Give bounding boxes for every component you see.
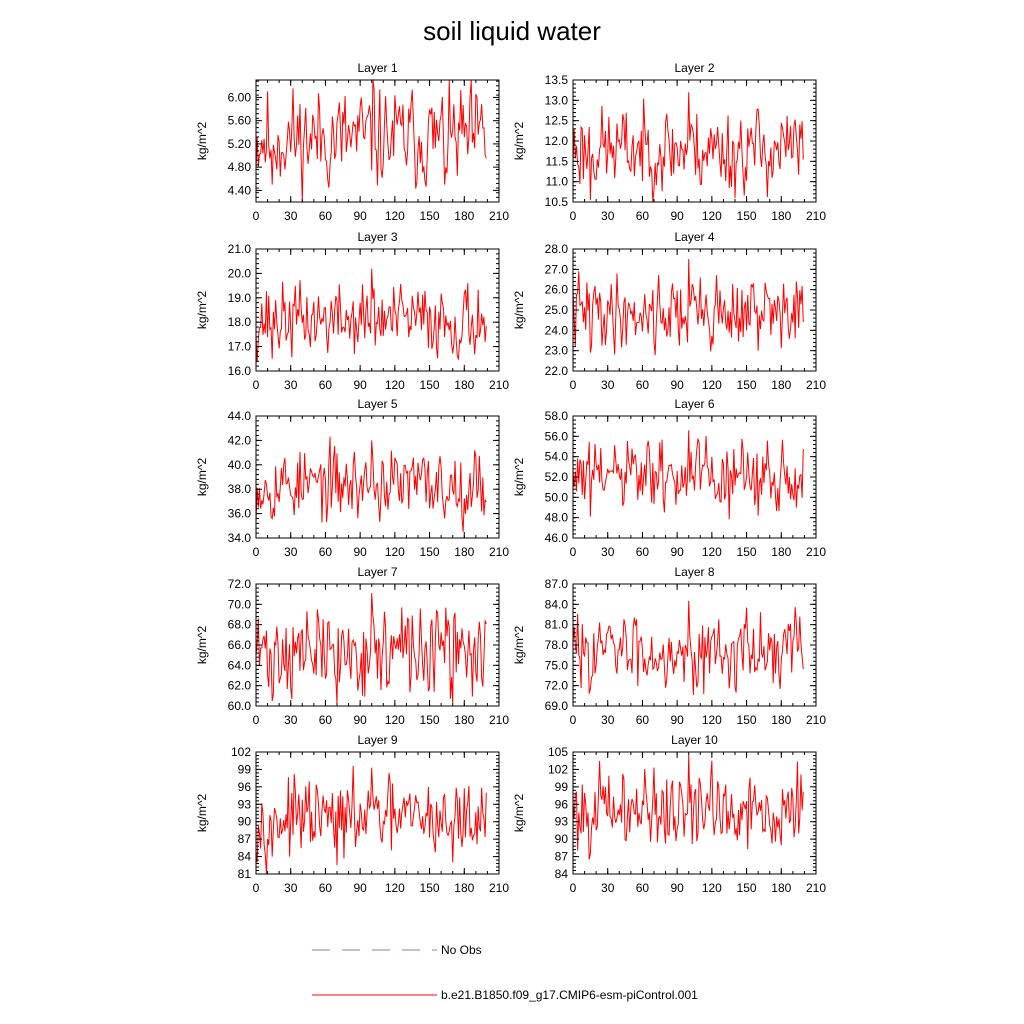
y-tick-label: 105 — [547, 745, 568, 759]
panel-layer-4 — [512, 230, 826, 392]
y-tick-label: 60.0 — [227, 699, 251, 713]
x-tick-label: 210 — [805, 209, 827, 223]
y-tick-label: 62.0 — [227, 678, 251, 693]
y-tick-label: 96 — [237, 779, 251, 794]
x-tick-label: 90 — [353, 378, 367, 392]
panel-title: Layer 7 — [357, 565, 398, 579]
y-tick-label: 66.0 — [227, 638, 251, 652]
y-tick-label: 58.0 — [544, 409, 568, 423]
x-tick-label: 60 — [635, 881, 650, 895]
y-tick-label: 84.0 — [544, 597, 568, 612]
x-tick-label: 60 — [318, 881, 333, 895]
y-tick-label: 34.0 — [227, 531, 251, 545]
x-tick-label: 150 — [419, 713, 440, 727]
y-tick-label: 99 — [554, 779, 568, 794]
x-tick-label: 120 — [384, 545, 405, 559]
y-tick-label: 50.0 — [544, 490, 568, 505]
plot-frame — [573, 416, 816, 538]
y-axis-label: kg/m^2 — [512, 793, 526, 833]
x-tick-label: 30 — [601, 713, 615, 727]
y-tick-label: 93 — [554, 814, 568, 829]
x-tick-label: 120 — [384, 713, 405, 727]
x-tick-label: 0 — [569, 881, 577, 895]
panel-title: Layer 4 — [674, 230, 715, 244]
figure-title: soil liquid water — [423, 16, 601, 46]
y-tick-label: 40.0 — [227, 457, 251, 472]
x-tick-label: 0 — [252, 545, 260, 559]
series-line — [573, 92, 803, 202]
x-tick-label: 0 — [569, 545, 577, 559]
y-axis-label: kg/m^2 — [512, 290, 526, 330]
x-tick-label: 210 — [805, 881, 827, 895]
x-tick-label: 210 — [488, 545, 510, 559]
y-tick-label: 68.0 — [227, 617, 251, 632]
x-tick-label: 120 — [384, 881, 405, 895]
y-tick-label: 36.0 — [227, 506, 251, 521]
x-tick-label: 0 — [569, 713, 577, 727]
y-axis-label: kg/m^2 — [195, 625, 209, 665]
legend — [312, 943, 698, 1002]
y-tick-label: 64.0 — [227, 658, 251, 673]
x-tick-label: 90 — [670, 713, 684, 727]
panel-layer-7 — [195, 565, 509, 727]
x-tick-label: 180 — [454, 713, 475, 727]
y-tick-label: 99 — [237, 762, 251, 777]
y-tick-label: 96 — [554, 797, 568, 812]
series-line — [256, 593, 486, 704]
x-tick-label: 210 — [805, 378, 827, 392]
legend-model-label: b.e21.B1850.f09_g17.CMIP6-esm-piControl.001 — [441, 988, 698, 1002]
y-tick-label: 25.0 — [544, 303, 568, 317]
y-tick-label: 46.0 — [544, 531, 568, 545]
y-tick-label: 12.0 — [544, 134, 568, 148]
x-tick-label: 90 — [670, 209, 684, 223]
x-tick-label: 0 — [569, 378, 577, 392]
y-tick-label: 6.00 — [227, 90, 251, 105]
y-tick-label: 72.0 — [227, 577, 251, 591]
x-tick-label: 210 — [805, 545, 827, 559]
x-tick-label: 30 — [284, 881, 298, 895]
x-tick-label: 180 — [771, 881, 792, 895]
x-tick-label: 30 — [601, 378, 615, 392]
y-axis-label: kg/m^2 — [512, 121, 526, 161]
panel-title: Layer 3 — [357, 230, 398, 244]
y-axis-label: kg/m^2 — [195, 290, 209, 330]
y-axis-label: kg/m^2 — [195, 457, 209, 497]
y-tick-label: 12.5 — [544, 113, 568, 128]
series-line — [256, 766, 486, 874]
series-line — [573, 601, 803, 695]
x-tick-label: 150 — [736, 209, 757, 223]
y-tick-label: 54.0 — [544, 449, 568, 464]
panel-title: Layer 1 — [357, 61, 398, 75]
x-tick-label: 30 — [284, 545, 298, 559]
y-tick-label: 52.0 — [544, 470, 568, 484]
x-tick-label: 180 — [771, 378, 792, 392]
y-tick-label: 87 — [237, 832, 251, 847]
x-tick-label: 150 — [736, 378, 757, 392]
panel-title: Layer 8 — [674, 565, 715, 579]
x-tick-label: 150 — [419, 545, 440, 559]
x-tick-label: 120 — [384, 209, 405, 223]
x-tick-label: 120 — [701, 378, 722, 392]
panels-grid — [195, 61, 826, 895]
panel-layer-2 — [512, 61, 826, 223]
y-tick-label: 11.0 — [545, 174, 568, 189]
x-tick-label: 120 — [384, 378, 405, 392]
y-axis-label: kg/m^2 — [195, 793, 209, 833]
y-tick-label: 48.0 — [544, 510, 568, 525]
x-tick-label: 0 — [252, 713, 260, 727]
x-tick-label: 180 — [771, 209, 792, 223]
x-tick-label: 30 — [601, 545, 615, 559]
x-tick-label: 90 — [353, 209, 367, 223]
panel-title: Layer 6 — [674, 397, 715, 411]
x-tick-label: 90 — [353, 545, 367, 559]
x-tick-label: 0 — [252, 881, 260, 895]
series-line — [573, 755, 803, 860]
panel-layer-9 — [195, 733, 509, 895]
x-tick-label: 210 — [488, 209, 510, 223]
x-tick-label: 60 — [635, 713, 650, 727]
panel-title: Layer 2 — [674, 61, 715, 75]
x-tick-label: 90 — [353, 713, 367, 727]
y-tick-label: 19.0 — [227, 290, 251, 305]
x-tick-label: 120 — [701, 209, 722, 223]
legend-obs-label: No Obs — [441, 943, 482, 957]
y-axis-label: kg/m^2 — [195, 121, 209, 161]
x-tick-label: 120 — [701, 545, 722, 559]
x-tick-label: 60 — [318, 713, 333, 727]
y-tick-label: 102 — [230, 745, 251, 759]
y-tick-label: 42.0 — [227, 433, 251, 448]
x-tick-label: 60 — [635, 209, 650, 223]
panel-layer-8 — [512, 565, 826, 727]
y-tick-label: 72.0 — [544, 678, 568, 693]
y-tick-label: 26.0 — [544, 282, 568, 297]
y-tick-label: 28.0 — [544, 242, 568, 256]
x-tick-label: 90 — [353, 881, 367, 895]
x-tick-label: 210 — [488, 881, 510, 895]
y-tick-label: 16.0 — [227, 364, 251, 378]
y-tick-label: 38.0 — [227, 482, 251, 497]
y-tick-label: 90 — [554, 832, 568, 847]
y-tick-label: 56.0 — [544, 429, 568, 444]
x-tick-label: 90 — [670, 545, 684, 559]
x-tick-label: 0 — [569, 209, 577, 223]
y-tick-label: 81.0 — [544, 617, 568, 632]
x-tick-label: 0 — [252, 209, 260, 223]
y-tick-label: 70.0 — [227, 597, 251, 612]
x-tick-label: 60 — [635, 545, 650, 559]
x-tick-label: 60 — [318, 378, 333, 392]
x-tick-label: 150 — [736, 545, 757, 559]
y-axis-label: kg/m^2 — [512, 625, 526, 665]
series-line — [573, 259, 803, 355]
series-line — [573, 430, 803, 519]
x-tick-label: 30 — [284, 713, 298, 727]
y-tick-label: 78.0 — [544, 638, 568, 652]
y-tick-label: 23.0 — [544, 343, 568, 358]
y-tick-label: 87 — [554, 849, 568, 864]
x-tick-label: 210 — [488, 378, 510, 392]
panel-layer-3 — [195, 230, 509, 392]
y-tick-label: 20.0 — [227, 266, 251, 281]
y-tick-label: 17.0 — [227, 339, 251, 354]
y-tick-label: 13.0 — [544, 93, 568, 108]
series-line — [256, 437, 486, 532]
y-tick-label: 75.0 — [544, 658, 568, 673]
y-tick-label: 84 — [554, 867, 568, 881]
x-tick-label: 150 — [736, 713, 757, 727]
y-tick-label: 10.5 — [544, 195, 568, 209]
x-tick-label: 60 — [318, 545, 333, 559]
x-tick-label: 90 — [670, 881, 684, 895]
y-tick-label: 87.0 — [544, 577, 568, 591]
series-line — [256, 269, 486, 363]
y-tick-label: 27.0 — [544, 262, 568, 277]
y-tick-label: 102 — [547, 762, 568, 777]
x-tick-label: 180 — [771, 545, 792, 559]
y-tick-label: 81 — [237, 867, 251, 881]
x-tick-label: 90 — [670, 378, 684, 392]
y-tick-label: 21.0 — [227, 242, 251, 256]
y-tick-label: 93 — [237, 797, 251, 812]
x-tick-label: 150 — [419, 209, 440, 223]
y-tick-label: 24.0 — [544, 323, 568, 338]
x-tick-label: 0 — [252, 378, 260, 392]
panel-layer-1 — [195, 61, 509, 223]
y-tick-label: 5.60 — [227, 113, 251, 128]
y-tick-label: 18.0 — [227, 315, 251, 330]
panel-layer-6 — [512, 397, 826, 559]
y-tick-label: 69.0 — [544, 699, 568, 713]
x-tick-label: 30 — [601, 881, 615, 895]
panel-title: Layer 10 — [671, 733, 718, 747]
x-tick-label: 30 — [284, 378, 298, 392]
y-tick-label: 4.80 — [227, 160, 251, 175]
x-tick-label: 150 — [419, 881, 440, 895]
x-tick-label: 60 — [635, 378, 650, 392]
x-tick-label: 150 — [736, 881, 757, 895]
panel-title: Layer 5 — [357, 397, 398, 411]
series-line — [256, 80, 486, 202]
y-tick-label: 5.20 — [227, 136, 251, 151]
x-tick-label: 180 — [771, 713, 792, 727]
x-tick-label: 180 — [454, 378, 475, 392]
x-tick-label: 210 — [805, 713, 827, 727]
x-tick-label: 180 — [454, 545, 475, 559]
panel-title: Layer 9 — [357, 733, 398, 747]
x-tick-label: 120 — [701, 881, 722, 895]
x-tick-label: 180 — [454, 209, 475, 223]
x-tick-label: 60 — [318, 209, 333, 223]
x-tick-label: 30 — [284, 209, 298, 223]
y-tick-label: 22.0 — [544, 364, 568, 378]
x-tick-label: 30 — [601, 209, 615, 223]
x-tick-label: 120 — [701, 713, 722, 727]
panel-layer-5 — [195, 397, 509, 559]
y-tick-label: 90 — [237, 814, 251, 829]
y-tick-label: 4.40 — [227, 183, 251, 198]
y-axis-label: kg/m^2 — [512, 457, 526, 497]
x-tick-label: 210 — [488, 713, 510, 727]
y-tick-label: 44.0 — [227, 409, 251, 423]
y-tick-label: 13.5 — [544, 73, 568, 87]
x-tick-label: 150 — [419, 378, 440, 392]
y-tick-label: 84 — [237, 849, 251, 864]
panel-layer-10 — [512, 733, 826, 895]
x-tick-label: 180 — [454, 881, 475, 895]
y-tick-label: 11.5 — [545, 154, 568, 169]
